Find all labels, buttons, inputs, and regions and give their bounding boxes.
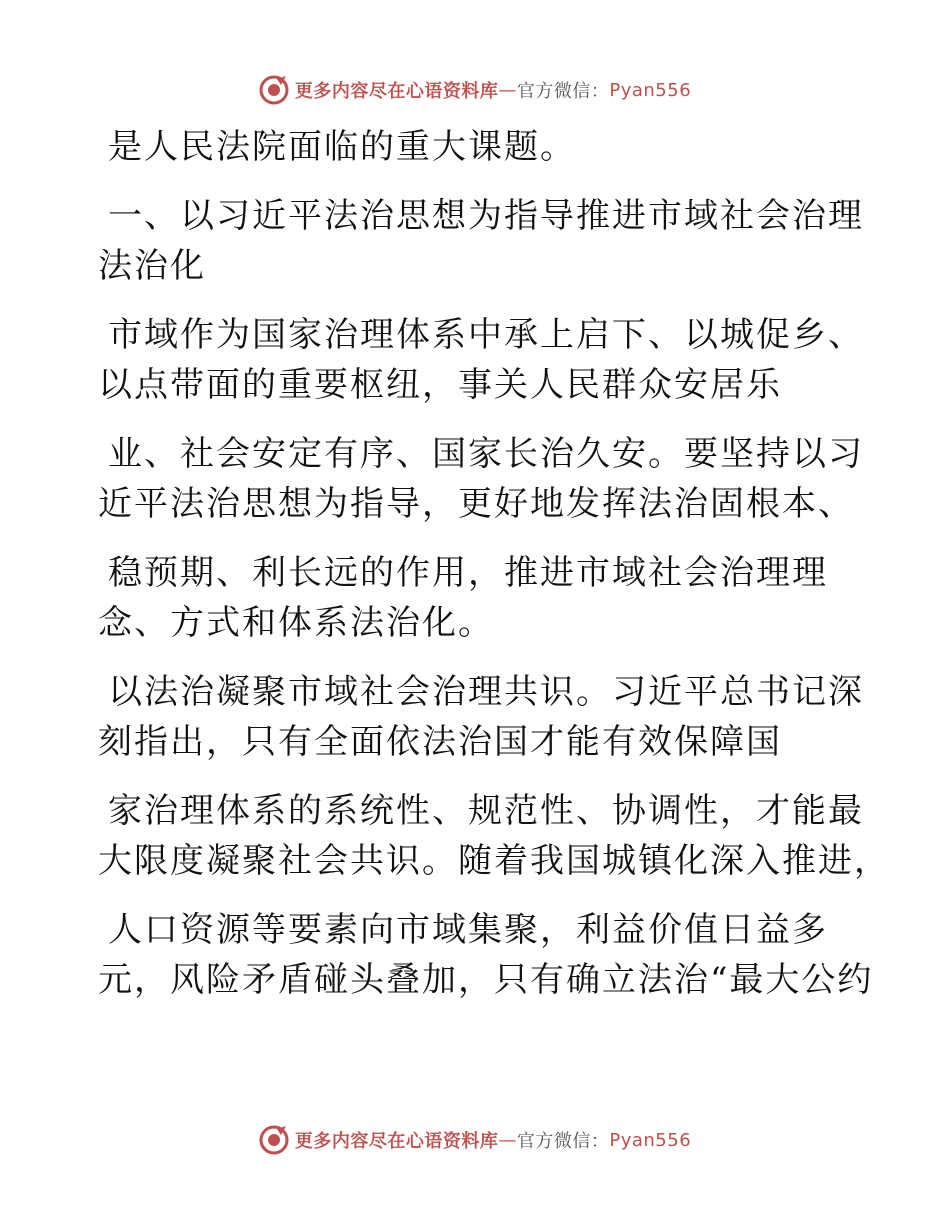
text-line: 元，风险矛盾碰头叠加，只有确立法治“最大公约 — [98, 960, 874, 1000]
text-line: 以法治凝聚市域社会治理共识。习近平总书记深 — [108, 672, 864, 712]
text-line: 业、社会安定有序、国家长治久安。要坚持以习 — [108, 434, 864, 474]
watermark-id: Pyan556 — [609, 79, 692, 101]
watermark-brand: 更多内容尽在心语资料库 — [294, 81, 499, 102]
watermark-label: 官方微信： — [516, 1131, 610, 1152]
watermark-id: Pyan556 — [609, 1129, 692, 1151]
document-body — [98, 122, 890, 1005]
text-line: 以点带面的重要枢纽，事关人民群众安居乐 — [98, 365, 782, 405]
text-line: 刻指出，只有全面依法治国才能有效保障国 — [98, 722, 782, 762]
pen-logo-icon — [259, 75, 289, 105]
watermark-brand: 更多内容尽在心语资料库 — [294, 1131, 499, 1152]
text-line: 家治理体系的系统性、规范性、协调性，才能最 — [108, 791, 864, 831]
text-line: 大限度凝聚社会共识。随着我国城镇化深入推进， — [98, 841, 890, 881]
watermark-dash: — — [498, 79, 517, 101]
watermark-header — [0, 72, 950, 108]
text-line: 念、方式和体系法治化。 — [98, 603, 494, 643]
watermark-dash: — — [498, 1129, 517, 1151]
text-line: 是人民法院面临的重大课题。 — [108, 127, 576, 167]
watermark-label: 官方微信： — [516, 81, 610, 102]
text-line: 稳预期、利长远的作用，推进市域社会治理理 — [108, 553, 828, 593]
text-line: 市域作为国家治理体系中承上启下、以城促乡、 — [108, 315, 864, 355]
watermark-footer — [0, 1122, 950, 1158]
section-heading: 一、以习近平法治思想为指导推进市域社会治理 — [108, 196, 864, 236]
section-heading-cont: 法治化 — [98, 246, 206, 286]
text-line: 人口资源等要素向市域集聚，利益价值日益多 — [108, 910, 828, 950]
pen-logo-icon — [259, 1125, 289, 1155]
text-line: 近平法治思想为指导，更好地发挥法治固根本、 — [98, 484, 854, 524]
